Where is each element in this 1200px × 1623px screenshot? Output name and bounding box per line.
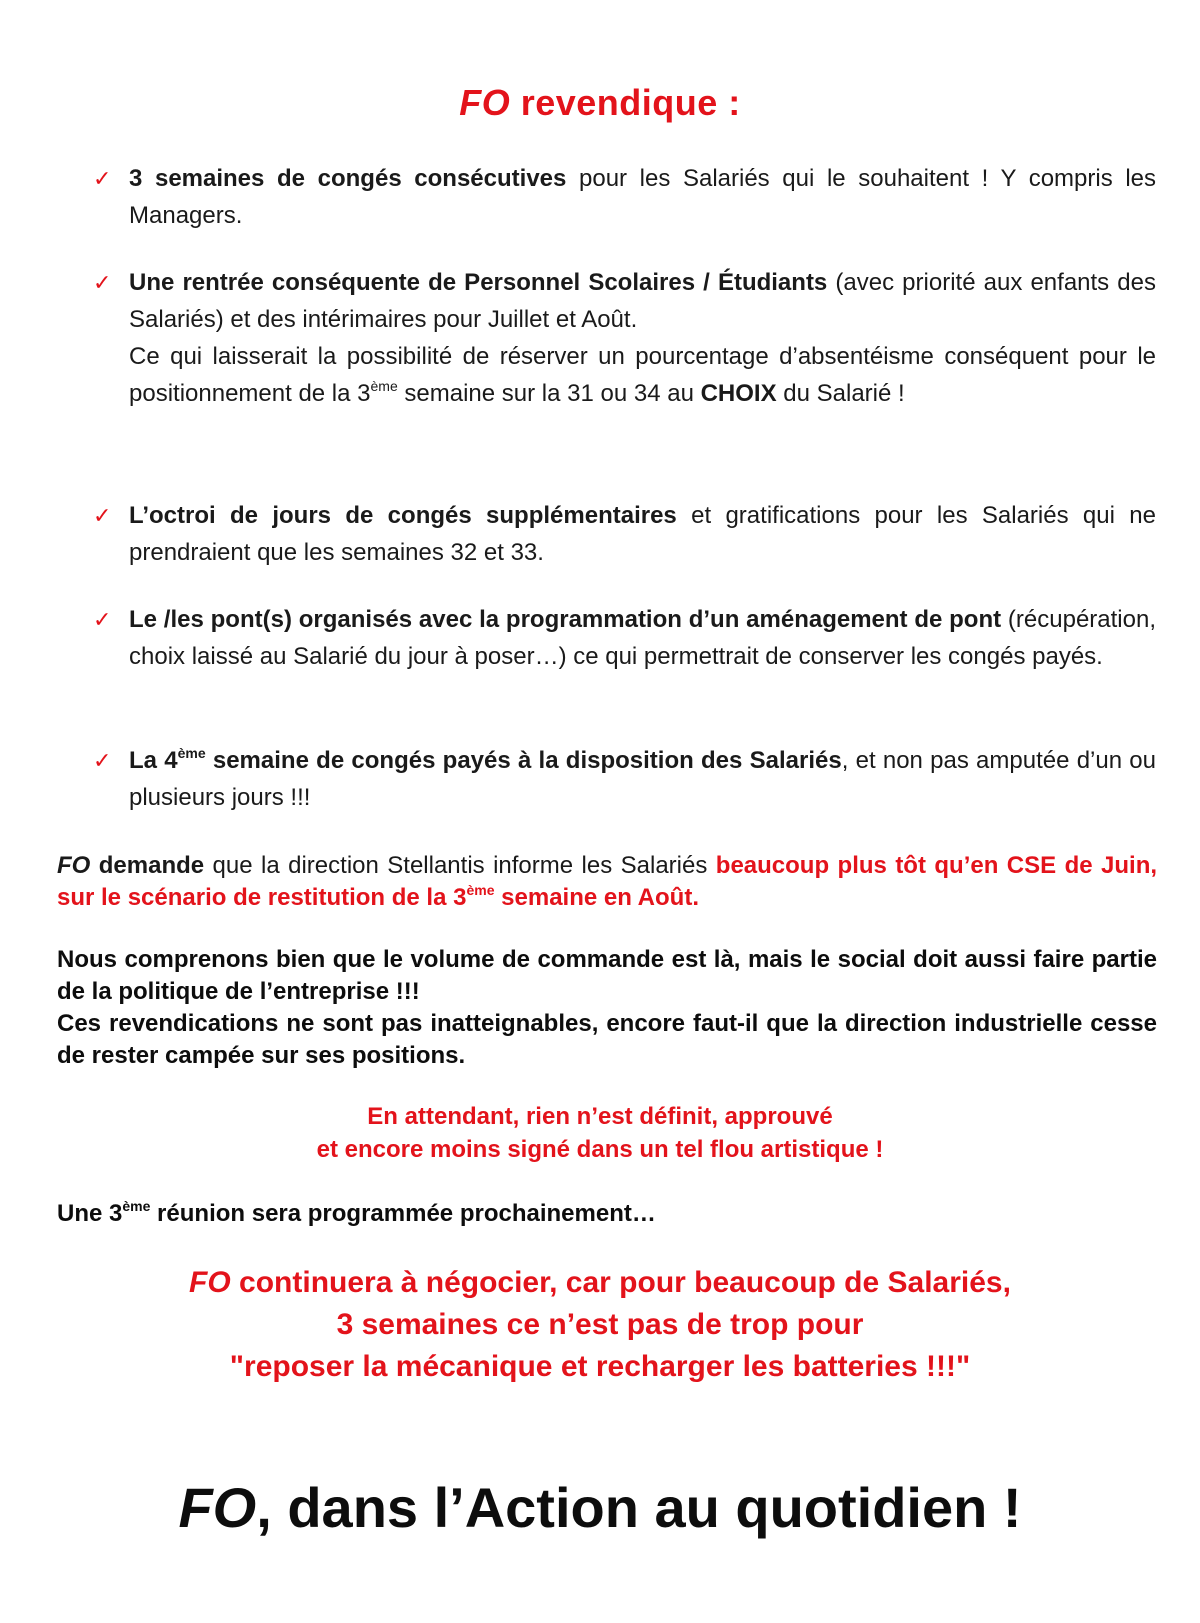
closing-line-2: 3 semaines ce n’est pas de trop pour xyxy=(336,1308,864,1341)
statement-paragraph xyxy=(57,944,1157,1072)
item-2-bold: Une rentrée conséquente de Personnel Scolaires / Étudiants xyxy=(129,269,828,296)
item-3-text: et gratifications pour les Salariés qui ne prendraient que les semaines 32 et 33. xyxy=(129,502,1156,566)
item-5-bold-a: La 4 xyxy=(129,747,178,774)
item-1-text: pour les Salariés qui le souhaitent ! Y compris les Managers. xyxy=(129,165,1157,229)
item-1-bold: 3 semaines de congés consécutives xyxy=(129,165,567,192)
item-2-line2: Ce qui laisserait la possibilité de réserver un pourcentage d’absentéisme conséquent pour le positionnement de la 3 xyxy=(129,343,1156,407)
closing-fo: FO xyxy=(189,1266,231,1299)
meeting-b: réunion sera programmée prochainement… xyxy=(150,1200,656,1227)
statement-line-2: Ces revendications ne sont pas inatteignables, encore faut-il que la direction industrielle cesse de rester campée sur ses positions. xyxy=(57,1010,1157,1069)
demande-fo: FO xyxy=(57,852,91,879)
check-icon: ✓ xyxy=(93,166,112,191)
title-fo: FO xyxy=(459,82,511,123)
statement-line-1: Nous comprenons bien que le volume de commande est là, mais le social doit aussi faire partie de la politique de l’entreprise !!! xyxy=(57,946,1157,1005)
item-3-bold: L’octroi de jours de congés supplémentaires xyxy=(129,502,677,529)
demand-item-1 xyxy=(93,160,1156,234)
demande-red-b: semaine en Août. xyxy=(494,884,699,911)
footer-fo: FO xyxy=(178,1476,257,1539)
demande-sup: ème xyxy=(466,882,495,898)
check-icon: ✓ xyxy=(93,748,112,773)
footer-slogan xyxy=(0,1476,1200,1540)
item-2-text: (avec priorité aux enfants des Salariés) et des intérimaires pour Juillet et Août. xyxy=(129,269,1156,333)
item-2-line2b: semaine sur la 31 ou 34 au xyxy=(397,380,701,407)
closing-statement xyxy=(0,1262,1200,1388)
waiting-line-1: En attendant, rien n’est définit, approuvé xyxy=(367,1103,833,1130)
demand-item-4 xyxy=(93,601,1156,675)
demande-paragraph xyxy=(57,850,1157,914)
check-icon: ✓ xyxy=(93,607,112,632)
closing-line-3: "reposer la mécanique et recharger les batteries !!!" xyxy=(229,1350,971,1383)
demande-text: que la direction Stellantis informe les Salariés xyxy=(204,852,716,879)
page-title xyxy=(0,82,1200,124)
demande-red: beaucoup plus tôt qu’en CSE de Juin, sur le scénario de restitution de la 3 xyxy=(57,852,1158,911)
item-4-text: (récupération, choix laissé au Salarié du jour à poser…) ce qui permettrait de conserver les congés payés. xyxy=(129,606,1156,670)
footer-rest: , dans l’Action au quotidien ! xyxy=(256,1476,1022,1539)
item-5-text: , et non pas amputée d’un ou plusieurs jours !!! xyxy=(129,747,1156,811)
item-5-sup: ème xyxy=(177,745,206,761)
item-4-bold: Le /les pont(s) organisés avec la programmation d’un aménagement de pont xyxy=(129,606,1002,633)
item-2-choix: CHOIX xyxy=(700,380,777,407)
demand-item-3 xyxy=(93,497,1156,571)
demand-item-2 xyxy=(93,264,1156,412)
meeting-note xyxy=(57,1198,1157,1230)
item-2-sup: ème xyxy=(370,378,398,394)
check-icon: ✓ xyxy=(93,270,112,295)
item-2-line2c: du Salarié ! xyxy=(776,380,905,407)
check-icon: ✓ xyxy=(93,503,112,528)
meeting-a: Une 3 xyxy=(57,1200,123,1227)
closing-line-1: continuera à négocier, car pour beaucoup de Salariés, xyxy=(230,1266,1011,1299)
title-rest: revendique : xyxy=(510,82,741,123)
demande-bold: demande xyxy=(90,852,205,879)
demand-item-5 xyxy=(93,742,1156,816)
meeting-sup: ème xyxy=(122,1198,151,1214)
item-5-bold-b: semaine de congés payés à la disposition des Salariés xyxy=(205,747,842,774)
waiting-line-2: et encore moins signé dans un tel flou artistique ! xyxy=(316,1136,884,1163)
waiting-note xyxy=(0,1100,1200,1166)
